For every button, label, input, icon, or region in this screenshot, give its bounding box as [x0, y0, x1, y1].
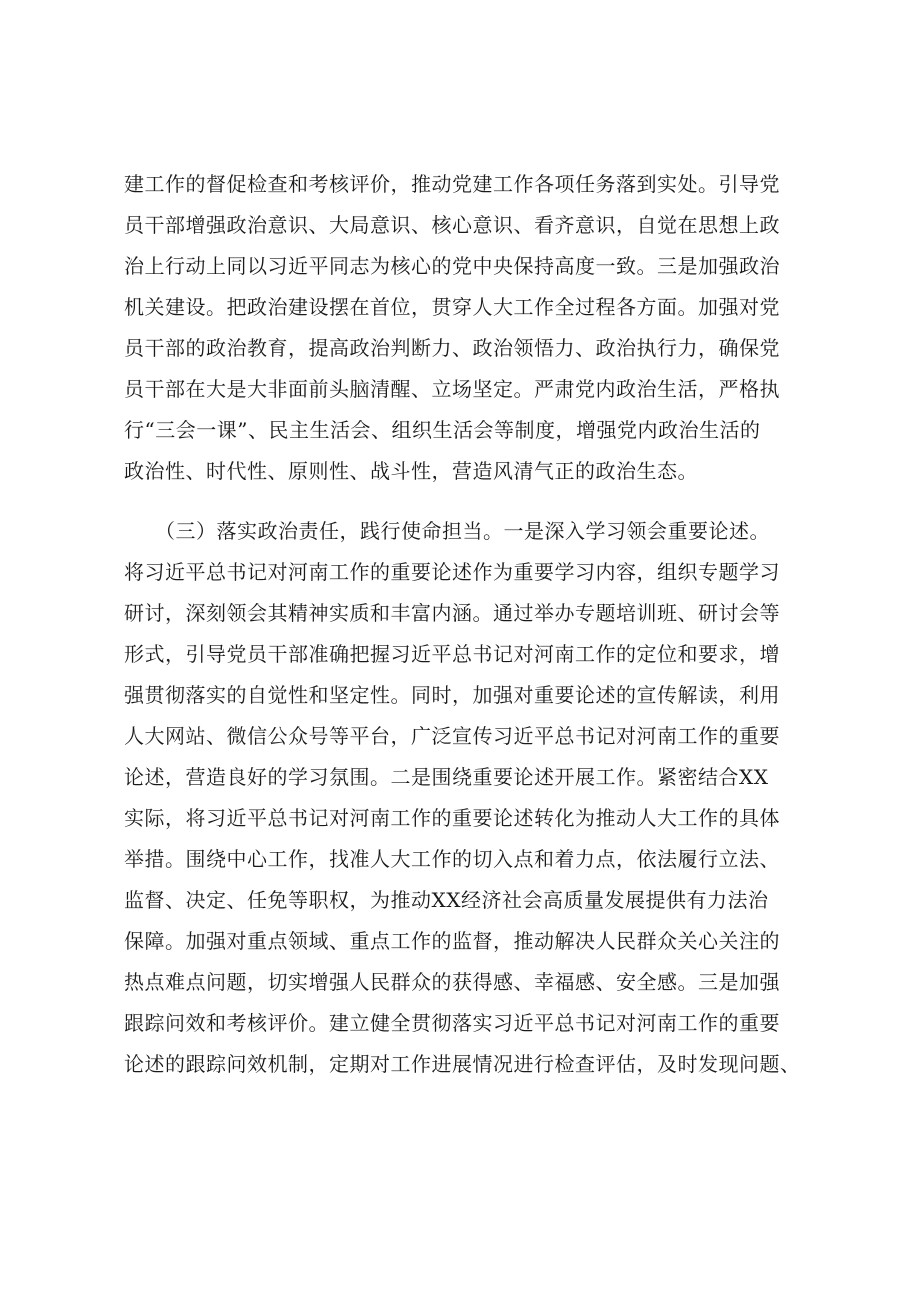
- paragraph-2-line-11: 保障。加强对重点领域、重点工作的监督，推动解决人民群众关心关注的: [124, 929, 780, 953]
- paragraph-1-line-5: 员干部的政治教育，提高政治判断力、政治领悟力、政治执行力，确保党: [124, 336, 780, 360]
- paragraph-1-line-3: 治上行动上同以习近平同志为核心的党中央保持高度一致。三是加强政治: [124, 254, 780, 278]
- paragraph-1-line-4: 机关建设。把政治建设摆在首位，贯穿人大工作全过程各方面。加强对党: [124, 295, 780, 319]
- paragraph-1-line-8: 政治性、时代性、原则性、战斗性，营造风清气正的政治生态。: [124, 459, 698, 483]
- paragraph-2-line-1: （三）落实政治责任，践行使命担当。一是深入学习领会重要论述。: [124, 519, 770, 543]
- paragraph-2-line-10: 监督、决定、任免等职权，为推动XX经济社会高质量发展提供有力法治: [124, 888, 769, 912]
- paragraph-2-line-4: 形式，引导党员干部准确把握习近平总书记对河南工作的定位和要求，增: [124, 642, 780, 666]
- paragraph-2-line-12: 热点难点问题，切实增强人民群众的获得感、幸福感、安全感。三是加强: [124, 970, 780, 994]
- paragraph-2-line-7: 论述，营造良好的学习氛围。二是围绕重要论述开展工作。紧密结合XX: [124, 765, 769, 789]
- paragraph-2-line-3: 研讨，深刻领会其精神实质和丰富内涵。通过举办专题培训班、研讨会等: [124, 601, 780, 625]
- paragraph-2-line-13: 跟踪问效和考核评价。建立健全贯彻落实习近平总书记对河南工作的重要: [124, 1011, 780, 1035]
- paragraph-1-line-6: 员干部在大是大非面前头脑清醒、立场坚定。严肃党内政治生活，严格执: [124, 377, 780, 401]
- paragraph-1-line-7: 行“三会一课”、民主生活会、组织生活会等制度，增强党内政治生活的: [124, 418, 761, 442]
- paragraph-1: [124, 164, 809, 492]
- paragraph-1-line-1: 建工作的督促检查和考核评价，推动党建工作各项任务落到实处。引导党: [124, 172, 780, 196]
- paragraph-2-line-2: 将习近平总书记对河南工作的重要论述作为重要学习内容，组织专题学习: [124, 560, 780, 584]
- paragraph-2-line-6: 人大网站、微信公众号等平台，广泛宣传习近平总书记对河南工作的重要: [124, 724, 780, 748]
- paragraph-2-line-9: 举措。围绕中心工作，找准人大工作的切入点和着力点，依法履行立法、: [124, 847, 780, 871]
- paragraph-2-line-8: 实际，将习近平总书记对河南工作的重要论述转化为推动人大工作的具体: [124, 806, 780, 830]
- paragraph-2-line-5: 强贯彻落实的自觉性和坚定性。同时，加强对重要论述的宣传解读，利用: [124, 683, 780, 707]
- paragraph-1-line-2: 员干部增强政治意识、大局意识、核心意识、看齐意识，自觉在思想上政: [124, 213, 780, 237]
- paragraph-2: [124, 511, 809, 1085]
- paragraph-2-line-14: 论述的跟踪问效机制，定期对工作进展情况进行检查评估，及时发现问题、: [124, 1052, 801, 1076]
